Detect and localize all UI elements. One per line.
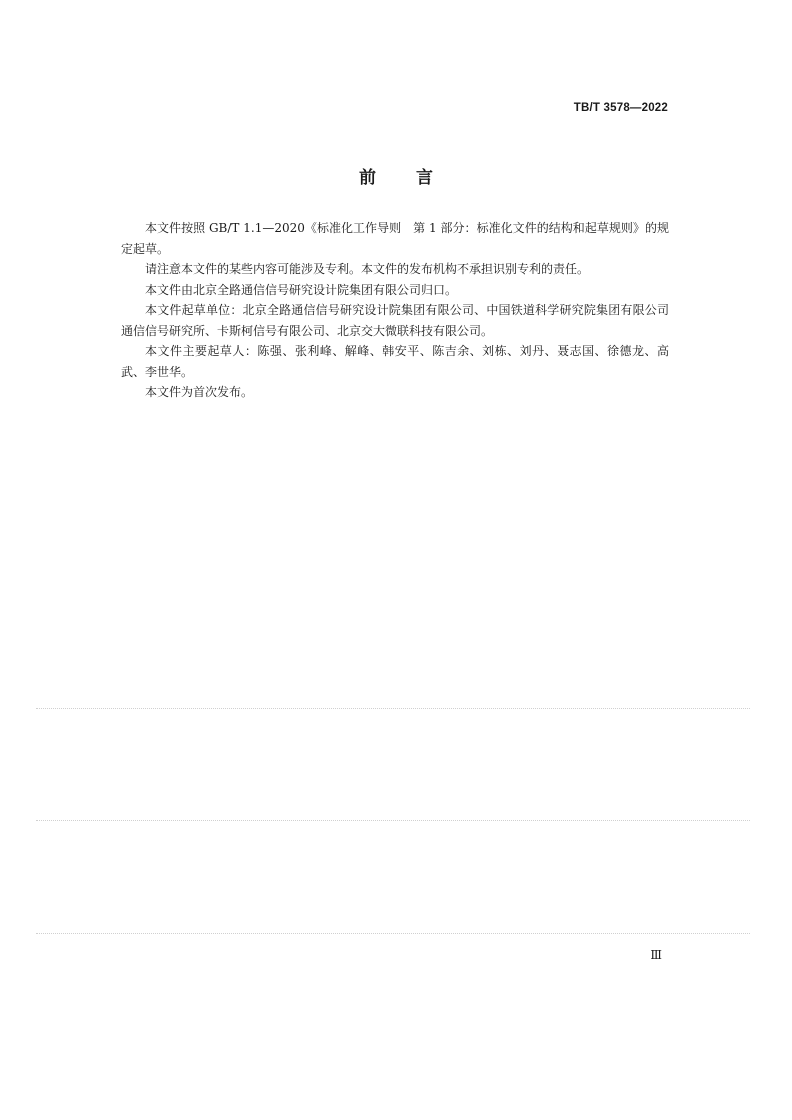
paragraph-first-release: 本文件为首次发布。 <box>145 385 254 399</box>
page-number: Ⅲ <box>650 948 662 962</box>
paragraph-patent-notice: 请注意本文件的某些内容可能涉及专利。本文件的发布机构不承担识别专利的责任。 <box>145 262 590 276</box>
title-char-2: 言 <box>416 168 433 188</box>
title-char-1: 前 <box>359 168 376 188</box>
divider <box>36 933 750 934</box>
foreword-body <box>121 218 669 403</box>
paragraph-proposer: 本文件由北京全路通信信号研究设计院集团有限公司归口。 <box>145 282 458 297</box>
divider <box>36 708 750 709</box>
divider <box>36 820 750 821</box>
page-title <box>0 163 792 188</box>
paragraph-drafting-units: 本文件起草单位：北京全路通信信号研究设计院集团有限公司、中国铁道科学研究院集团有限公司通信信号研究所、卡斯柯信号有限公司、北京交大微联科技有限公司。 <box>121 303 669 338</box>
paragraph-drafters: 本文件主要起草人：陈强、张利峰、解峰、韩安平、陈吉余、刘栋、刘丹、聂志国、徐德龙、高武、李世华。 <box>121 344 669 379</box>
standard-code: TB/T 3578—2022 <box>573 102 668 114</box>
paragraph-drafting-rules: 本文件按照 GB/T 1.1—2020《标准化工作导则 第 1 部分：标准化文件的结构和起草规则》的规定起草。 <box>121 221 669 256</box>
